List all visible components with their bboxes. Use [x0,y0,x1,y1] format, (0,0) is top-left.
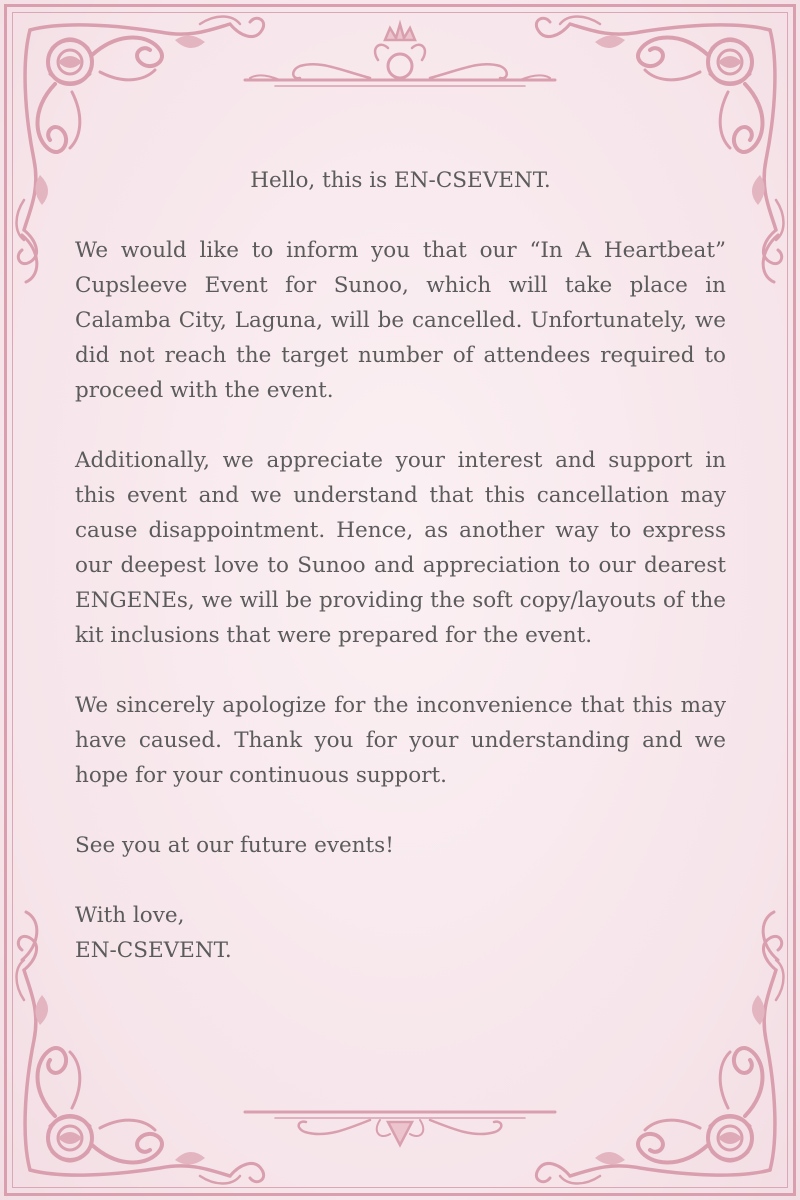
paragraph-cancellation: We would like to inform you that our “In A Heartbeat” Cupsleeve Event for Sunoo, which will take place in Calamba City, Laguna, will be cancelled. Unfortunately, we did not reach the target number of attendees required to proceed with the event. [75,238,726,403]
corner-ornament-bottom-left [17,936,264,1183]
letter-body [75,163,726,968]
paragraph-soft-copy: Additionally, we appreciate your interest and support in this event and we understand that this cancellation may cause disappointment. Hence, as another way to express our deepest love to Sunoo and appreciation to our dearest ENGENEs, we will be providing the soft copy/layouts of the kit inclusions that were prepared for the event. [75,448,726,648]
closing-line: With love, [75,903,185,928]
paragraph-apology: We sincerely apologize for the inconvenience that this may have caused. Thank you for your understanding and we hope for your continuous support. [75,693,726,788]
crown-ornament-top [245,24,555,86]
corner-ornament-bottom-right [536,936,783,1183]
signature: EN-CSEVENT. [75,938,232,963]
side-flourish-right [763,235,778,960]
paragraph-see-you: See you at our future events! [75,833,394,858]
side-flourish-left [22,235,37,960]
flourish-ornament-bottom [245,1112,555,1145]
greeting-line: Hello, this is EN-CSEVENT. [250,168,551,193]
